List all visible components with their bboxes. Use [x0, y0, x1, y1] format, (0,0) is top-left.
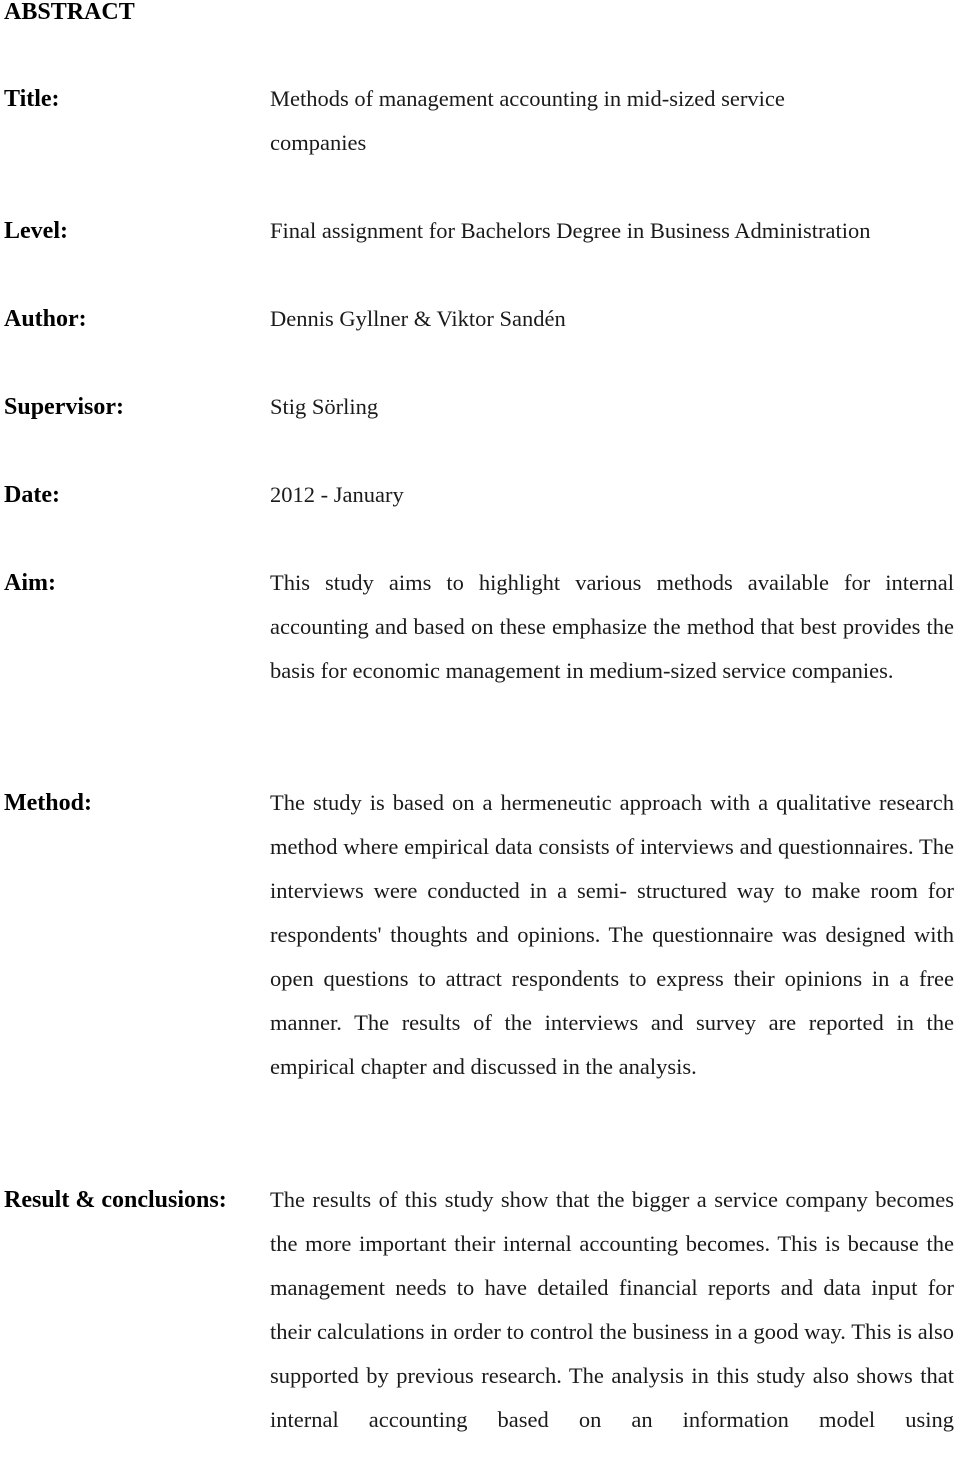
method-label: Method:	[4, 790, 92, 816]
result-value: The results of this study show that the bigger a service company becomes the more important their internal accounting becomes. This is because the management needs to have detailed financial reports and data input for their calculations in order to control the business in a good way. This is also supported by previous research. The analysis in this study also shows that internal accounting based on an information model using	[270, 1187, 954, 1432]
supervisor-label: Supervisor:	[4, 394, 124, 420]
level-label: Level:	[4, 218, 68, 244]
date-label: Date:	[4, 482, 60, 508]
date-value: 2012 - January	[270, 482, 404, 507]
supervisor-value: Stig Sörling	[270, 394, 379, 419]
aim-value: This study aims to highlight various methods available for internal accounting and based on these emphasize the method that best provides the basis for economic management in medium-sized service companies.	[270, 570, 954, 683]
aim-label: Aim:	[4, 570, 56, 596]
page-heading: ABSTRACT	[4, 0, 135, 25]
title-value: Methods of management accounting in mid-sized service companies	[270, 86, 785, 155]
author-label: Author:	[4, 306, 87, 332]
author-value: Dennis Gyllner & Viktor Sandén	[270, 306, 566, 331]
level-value: Final assignment for Bachelors Degree in Business Administration	[270, 218, 871, 243]
title-label: Title:	[4, 86, 60, 112]
result-label: Result & conclusions:	[4, 1187, 227, 1213]
method-value: The study is based on a hermeneutic approach with a qualitative research method where empirical data consists of interviews and questionnaires. The interviews were conducted in a semi- structured way to make room for respondents' thoughts and opinions. The questionnaire was designed with open questions to attract respondents to express their opinions in a free manner. The results of the interviews and survey are reported in the empirical chapter and discussed in the analysis.	[270, 790, 954, 1079]
